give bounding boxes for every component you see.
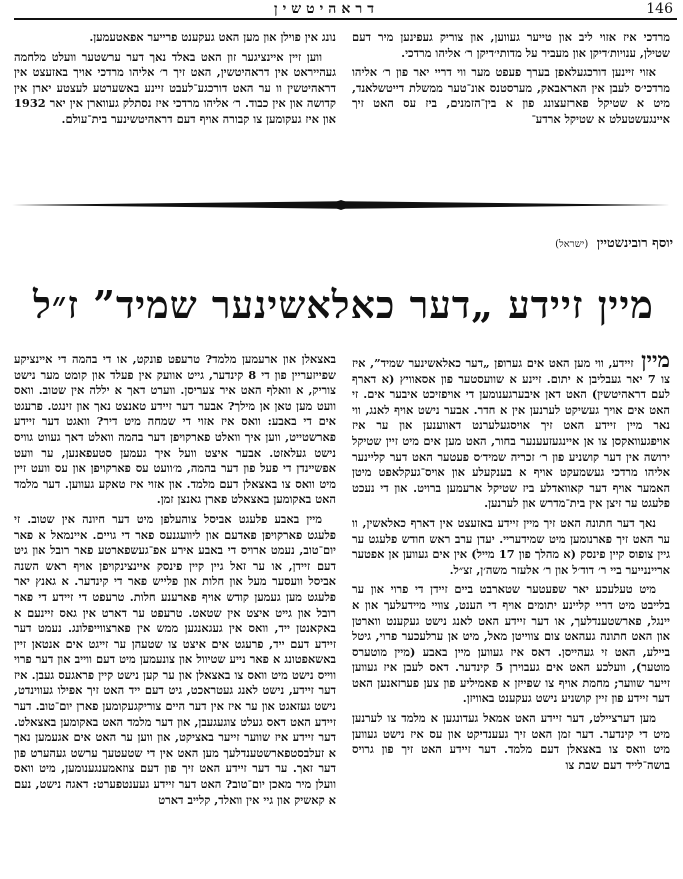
article-byline [555, 235, 673, 251]
page-number: 146 [646, 1, 673, 17]
top-right-paragraph-2: אזוי זיינען דורכגעלאפן בערך פעפט מער ווי דריי יאר פון ר׳ אליהו מרדכי׳ס לעבן אין האראבאק, מערסטנס אונ־טער ממשלת דייטשלאנד, מיט א שטיקל פארזעצונג פון א בין־הזמנים, ביז עס האט זיך איינגעשטעלט א שטיקל ארדע־ [352, 65, 670, 126]
top-left-column [14, 30, 336, 164]
article-paragraph-1-text: זיידע, ווי מען האט אים גערופן „דער כאלאשינער שמיד”, איז צו 7 יאר געבליבן א יתום. זיינע א שוועסטער פון אסאוויץ (א דארף לעם דראהיטשין) האט דאן איבערגענומען די אויפזיכט איבער אים. זי האט אים אויך געשיקט לערנען אין א חדר. אבער נישט אויף לאנג, ווי נאר מיין זיידע האט זיך אויסגעלערנט דאווענען און ער איז אויפגעוואקסן צו אן איינגעזעענער בחור, האט מען אים מיט זיין שטיקל ירושה אין דער קושניע פון ר׳ זכריה שמיד׳ס פעטער האט דער קליינער אליהו מרדכי געשמעקט אויף א בענקעלע און אויס־געקלאפט מיטן האמער אויף דער קאוואדלע ביז שטיקל ארעמען ברויט. און די נעכט פלעגט ער זיצן אין בית־מדרש און לערנען. [352, 356, 670, 511]
section-divider-ornament [12, 200, 670, 210]
top-right-column [352, 30, 670, 198]
article-paragraph-5: באצאלן און ארעמען מלמד? טרעפט פונקט, או די בהמה די איינציקע שפייזעריין פון די 8 קינדער, גייט אוועק אין פעלד און קומט מער נישט צוריק, א וואלף האט איר צעריסן. ווערט דאך א יללה אין שטוב. וואס וועט מען טאן אן מילך? אבער דער זיידע טאנצט נאך און זינגט. פרעגט אים די באבע: וואס איז אזוי די שמחה מיט דיר? וואגט דער זיידע פארשטייט, ווען איך וואלט פארקויפן דער בהמה וואלט דאך געווט גוויס נישט געלאזט. אבער איצט וועל איך געמען סטעפאנען, ער וועט אפשיינדן די פעל פון דער בהמה, מ׳וועט עס פארקויפן און עס וועט זיין מיט וואס צו באצאלן דעם מלמד. און אזוי איז טאקע געווען. דער מלמד האט באקומען באצאלט פארן גאנצן זמן. [14, 352, 336, 507]
top-left-paragraph-1: נונג אין פוילן און מען האט געקענט פרייער אפאטעמען. [89, 30, 336, 44]
running-title: דראהיטשין [274, 1, 379, 17]
top-left-paragraph-2: ווען זיין איינציגער זון האט באלד נאך דער ערשטער וועלט מלחמה געהייראט אין דראהיטשין, האט זיך ר׳ אליהו מרדכי אויך באזעצט אין דראהיטשין וו ער האט דורכגע־לעבט זיינע באשערטע לעצטע יארן אין קדושה און אין כבוד. ר׳ אליהו מרדכי איז נסתלק געווארן אין יאר 1932 און איז געקומען צו קבורה אויף דעם דראהיטשינער בית־עולם. [14, 49, 336, 126]
article-paragraph-4: מען דערציילט, דער זיידע האט אמאל געדונגען א מלמד צו לערנען מיט די קינדער. דער זמן האט זיך געענדיקט און עס איז נישט געווען מיט וואס צו באצאלן דעם מלמד. דער זיידע האט זיך פון גרויס בושה־לייד דעם שבת צו [352, 711, 670, 772]
top-right-paragraph-1: מרדכי איז אזוי ליב און טייער געווען, און צוריק געפינען מיר דעם שטילן, ענויות׳דיקן און מעביר על מדותי׳דיקן ר׳ אליהו מרדכי. [352, 30, 670, 60]
running-head [14, 0, 677, 20]
article-paragraph-6: מיין באבע פלעגט אביסל צוהעלפן מיט דער חיונה אין שטוב. זי פלעגט פארקויפן פאדעם און ליוועגנעס פאר די גויים. איינמאל א פאר יום־טוב, נעמט ארויס די באבע אירע אפ־געשפארטע פאר רובל און גיט דעם זיידן, או ער זאל גיין קיין פינסק איינצינקויפן אויף ראש השנה אביסל וועסער מעל און חלות און פלייש פאר די קינדער. א גאנץ יאר פלעגט מען געמען קודש אויף פארענע חלות. טרעפט די זיידע די פאר רובל און גייט איצט אין שטאט. טרעפט ער דארט אין גאס זיינעם א באקאנטן ייד, וואס אין געגאנגען ממש אין פארצווייפלונג. נעמט דער זיידע דעם ייד, פרעגט אים איצט צו שטעהן ער זייגט אים אנטאן זיין באשאפטונג א פאר נייע שטיוול און צונעמען מיט דעם ווייב און דער פרוי ווייס נישט מיט וואס צו באצאלן און ער קען נישט קיין פראגעס געבן. איז דער זיידע, נישט לאנג געטראכט, גיט דעם ייד האט זיך אפילו געווינדט, נישט געזאגט און ער איז אין דער היים צוריקגעקומען פארן יום־טוב. דער זיידע האט דאס געלט צוגעגעבן, און דער מלמד האט באקומען באצאלט. דער זיידע איז שווער זייער באציקט, און ווען ער האט אים אגעמען נאך א זעלבסטפארשטענדלעך מען האט אין די שטעטעך ערשט געהערט פון דער זאך. ער דער זיידע האט זיך פון דעם צוזאמענגענומען, מיט וואס וועלן מיר מאכן יום־טוב? האט דער זיידע געענטפערט: דאגה נישט, נעם א קאשיק און גיי אין וואלד, קלייב דארט [14, 511, 336, 807]
article-paragraph-1 [352, 352, 670, 512]
article-paragraph-3: מיט טעלעכע יאר שפעטער שטארבט ביים זיידן די פרוי און ער בלייבט מיט דריי קליינע יתומים אויף די הענט, צוויי מיידעלעך און א יינגל, פארשטענדלעך, או דער זיידע האט לאנג נישט געקענט ווארטן און האט חתונה געהאט צום צווייטן מאל, מיט אן ערלעכער פרוי, גיטל ביילע, האט זי געהייסן. דאס איז געווען מיין באבע (מיין מוטערס מוטער), וועלכע האט אים געבוירן 5 קינדער. דאס לעבן איז געווען זייער שווער; מחמת אויף צו שפייזן א פאמיליע פון צען פערזאנען האט דער זיידע פון זיין קושניע נישט געקענט באוויזן. [352, 582, 670, 706]
article-title: מיין זיידע „דער כאלאשינער שמיד” ז״ל [33, 282, 654, 327]
ornament-rule-icon [12, 200, 670, 210]
byline-country: (ישראל) [555, 239, 589, 250]
byline-author: יוסף רובינשטיין [596, 236, 673, 251]
article-right-column [352, 352, 670, 876]
article-left-column [14, 352, 336, 876]
article-paragraph-2: נאך דער חתונה האט זיך מיין זיידע באזעצט אין דארף כאלאשין, וו ער האט זיך פארנומען מיט שמידעריי. יעדן ערב ראש חודש פלעגט ער גיין צופוס קיין פינסק (א מהלך פון 17 מייל) אין אים געווען אן אפטער ארייננייער ביי ר׳ דוד׳ל און ר׳ אלעזר משה׳ן, זצ״ל. [352, 515, 670, 577]
article-dropcap: מיין [641, 352, 670, 372]
